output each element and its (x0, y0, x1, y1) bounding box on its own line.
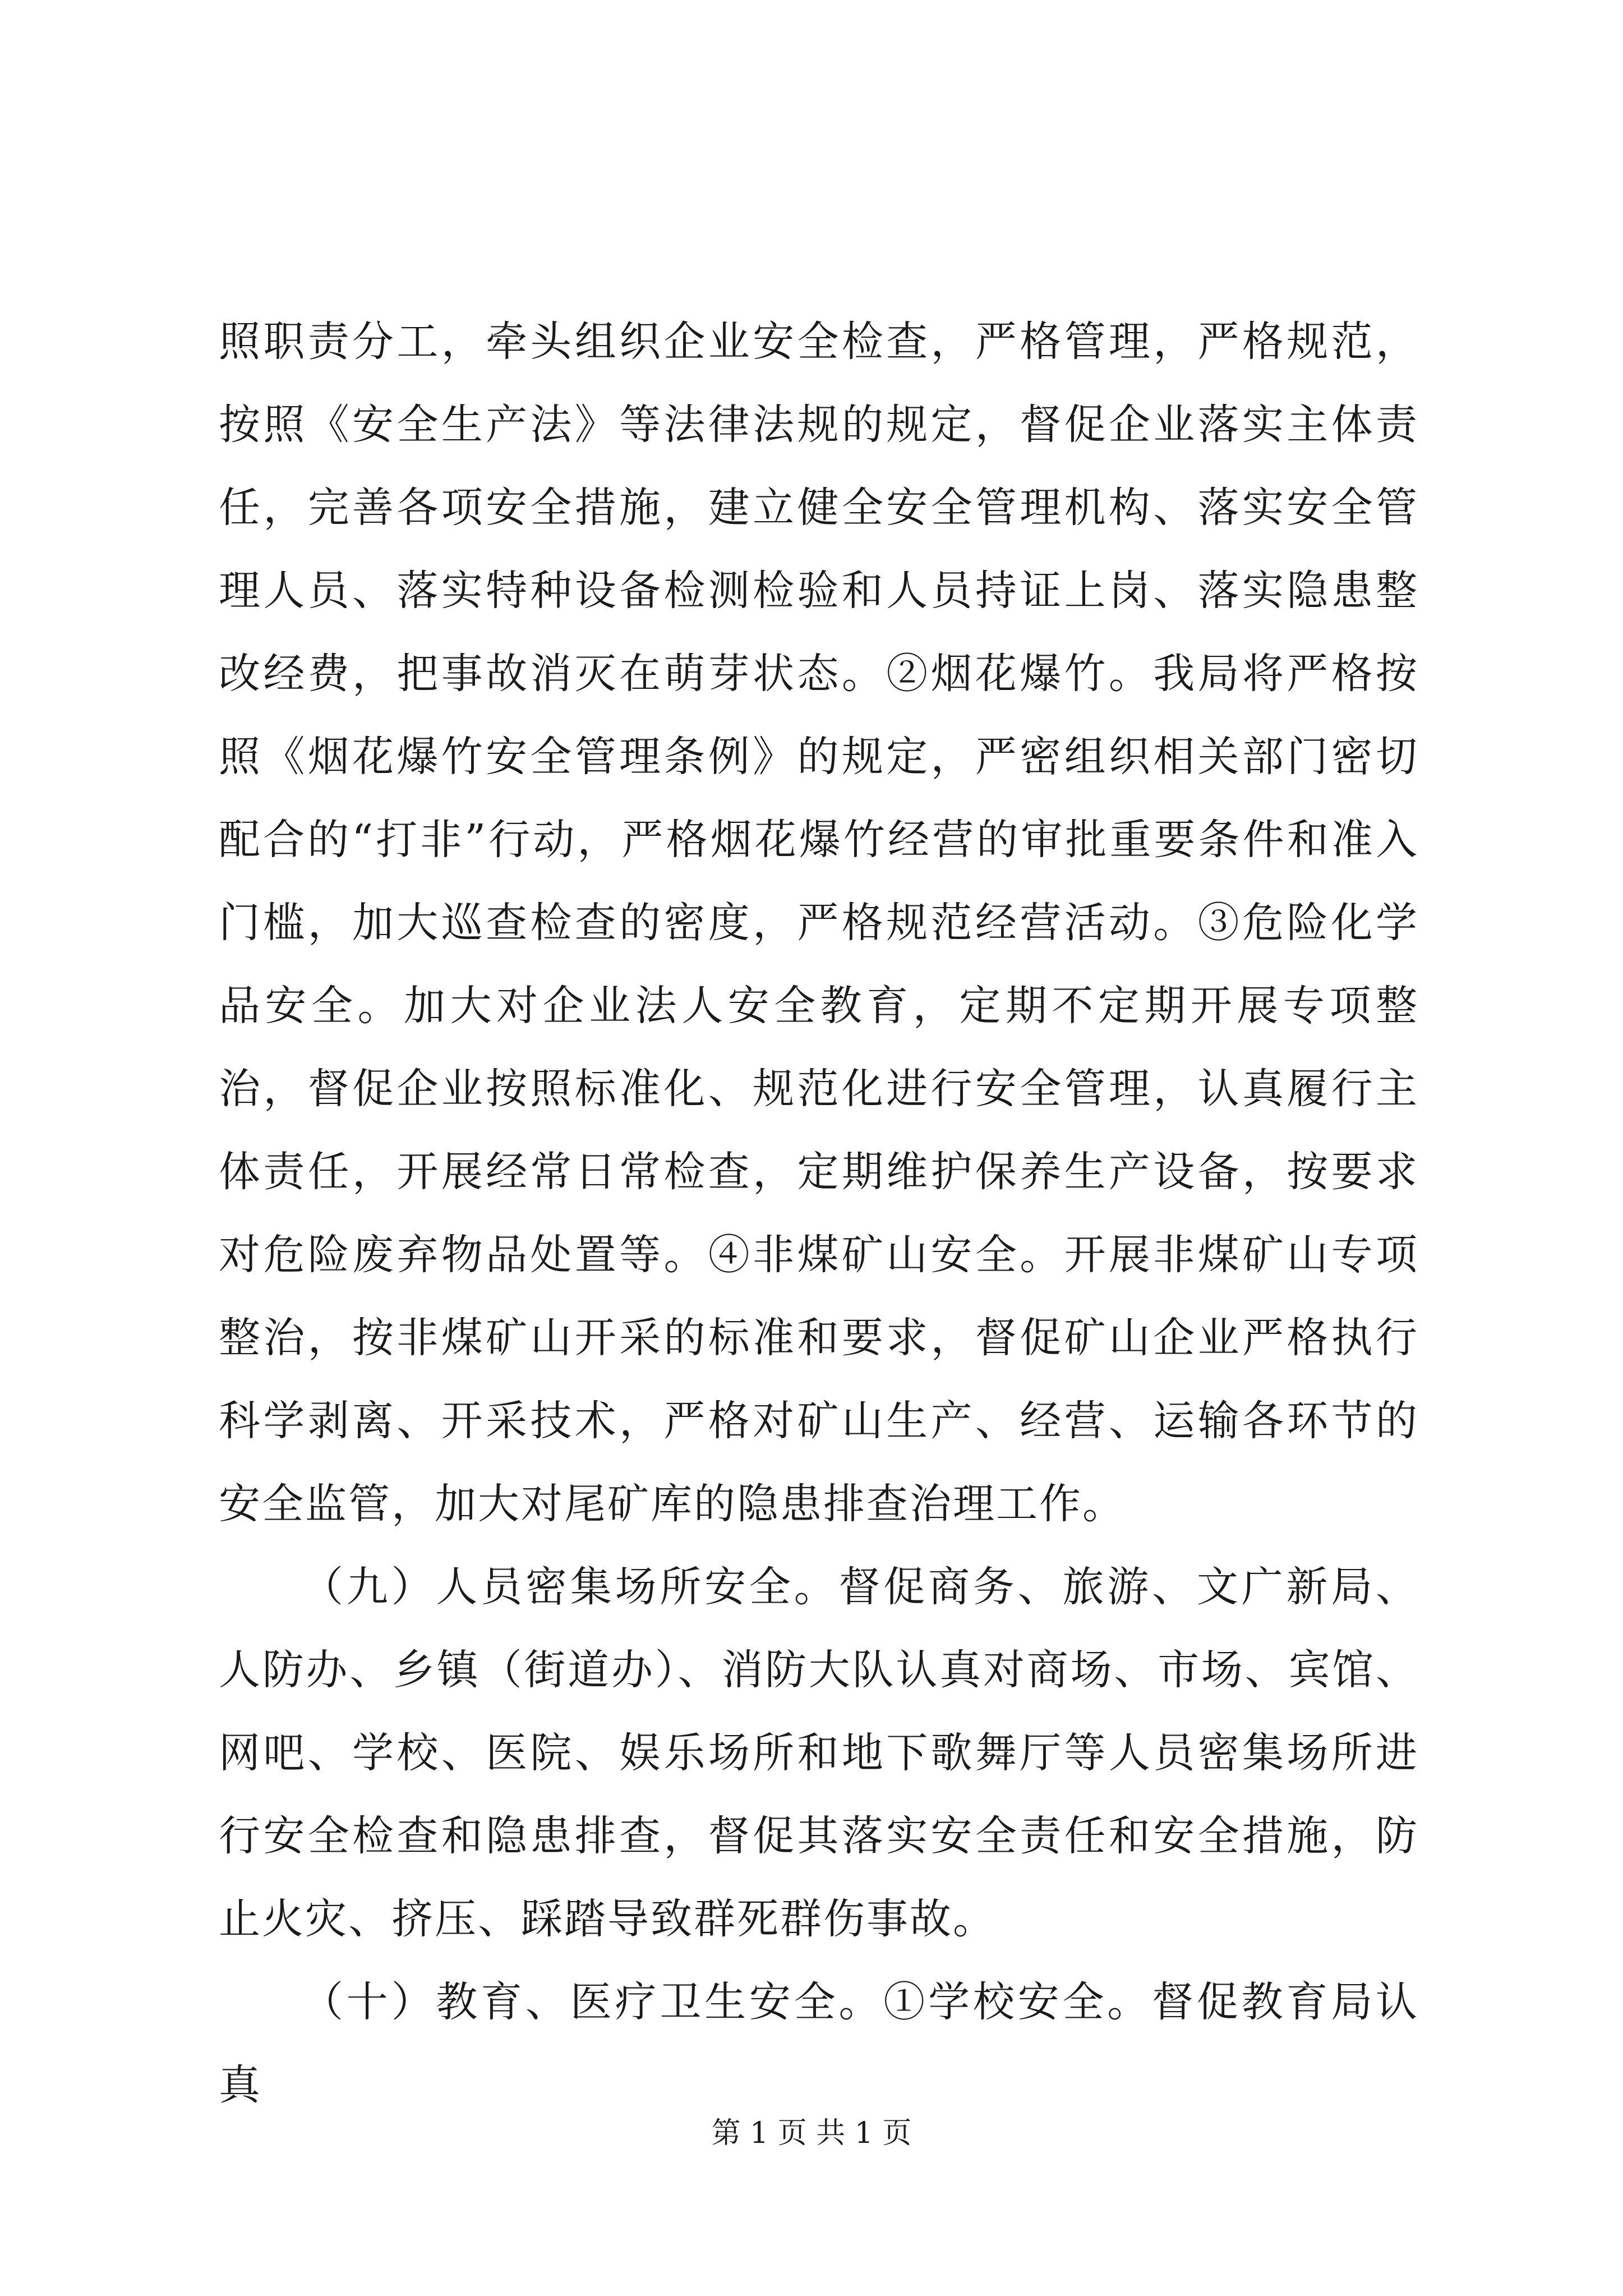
document-body (219, 300, 1419, 2127)
page-number-label: 第 1 页 共 1 页 (711, 2116, 912, 2150)
page-footer (0, 2109, 1623, 2151)
paragraph-education-medical-safety: （十）教育、医疗卫生安全。①学校安全。督促教育局认真 (219, 1978, 1419, 2109)
paragraph-crowded-places-safety: （九）人员密集场所安全。督促商务、旅游、文广新局、人防办、乡镇（街道办）、消防大队认真对商场、市场、宾馆、网吧、学校、医院、娱乐场所和地下歌舞厅等人员密集场所进行安全检查和隐患排查，督促其落实安全责任和安全措施，防止火灾、挤压、踩踏导致群死群伤事故。 (219, 1563, 1419, 1943)
paragraph-continuation: 照职责分工，牵头组织企业安全检查，严格管理，严格规范，按照《安全生产法》等法律法规的规定，督促企业落实主体责任，完善各项安全措施，建立健全安全管理机构、落实安全管理人员、落实特种设备检测检验和人员持证上岗、落实隐患整改经费，把事故消灭在萌芽状态。②烟花爆竹。我局将严格按照《烟花爆竹安全管理条例》的规定，严密组织相关部门密切配合的“打非”行动，严格烟花爆竹经营的审批重要条件和准入门槛，加大巡查检查的密度，严格规范经营活动。③危险化学品安全。加大对企业法人安全教育，定期不定期开展专项整治，督促企业按照标准化、规范化进行安全管理，认真履行主体责任，开展经常日常检查，定期维护保养生产设备，按要求对危险废弃物品处置等。④非煤矿山安全。开展非煤矿山专项整治，按非煤矿山开采的标准和要求，督促矿山企业严格执行科学剥离、开采技术，严格对矿山生产、经营、运输各环节的安全监管，加大对尾矿库的隐患排查治理工作。 (219, 318, 1419, 1528)
